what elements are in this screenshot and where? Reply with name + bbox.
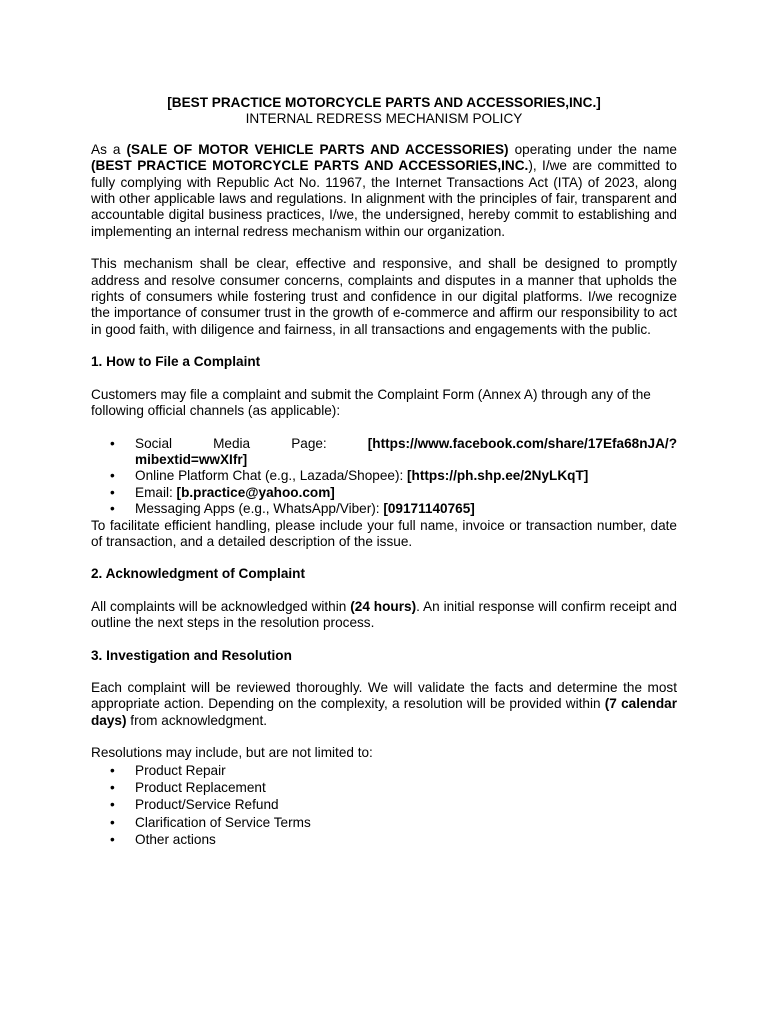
channel-label: Page: <box>291 435 327 451</box>
intro-paragraph-2: This mechanism shall be clear, effective and responsive, and shall be designed to promptly address and resolve consumer concerns, complaints and disputes in a manner that upholds the rights of consumers while fostering trust and confidence in our digital platforms. I/we recognize the importance of consumer trust in the growth of e-commerce and affirm our responsibility to act in good faith, with diligence and fairness, in all transactions and engagements with the public. <box>91 256 677 337</box>
business-name: (BEST PRACTICE MOTORCYCLE PARTS AND ACCESSORIES,INC. <box>91 158 529 174</box>
resolutions-intro: Resolutions may include, but are not limited to: <box>91 745 373 761</box>
channel-messaging <box>91 501 677 517</box>
complaint-details-note: To facilitate efficient handling, please include your full name, invoice or transaction number, date of transaction, and a detailed description of the issue. <box>91 517 677 549</box>
investigation-paragraph <box>91 680 677 729</box>
document-body <box>91 95 677 849</box>
resolution-item <box>91 831 677 848</box>
bullet-icon: • <box>110 814 115 830</box>
resolution-item <box>91 814 677 831</box>
bullet-icon: • <box>110 484 115 500</box>
resolution-item <box>91 796 677 813</box>
resolution-timeframe: (7 calendar days) <box>91 696 677 728</box>
intro-text: As a <box>91 141 127 157</box>
social-media-row <box>135 436 677 452</box>
resolution-label: Product/Service Refund <box>135 797 279 813</box>
phone-number: [09171140765] <box>383 501 475 517</box>
bullet-icon: • <box>110 780 115 795</box>
resolution-label: Product Replacement <box>135 780 266 795</box>
company-name-title: [BEST PRACTICE MOTORCYCLE PARTS AND ACCESSORIES,INC.] <box>167 95 601 110</box>
policy-title: INTERNAL REDRESS MECHANISM POLICY <box>245 111 523 127</box>
facebook-link-continued[interactable]: mibextid=wwXIfr] <box>135 451 248 467</box>
channel-label: Email: <box>135 484 177 500</box>
channel-social-media <box>91 436 677 469</box>
document-title-block <box>91 95 677 128</box>
business-type: (SALE OF MOTOR VEHICLE PARTS AND ACCESSORIES) <box>126 141 509 157</box>
ack-text: . An initial response will confirm receipt and outline the next steps in the resolution process. <box>91 598 677 631</box>
section-heading-file-complaint: 1. How to File a Complaint <box>91 354 261 370</box>
ack-timeframe: (24 hours) <box>350 598 417 614</box>
channel-label: Online Platform Chat (e.g., Lazada/Shopee): <box>135 468 408 484</box>
resolutions-list <box>91 762 677 849</box>
channel-online-chat <box>91 468 677 484</box>
resolution-item <box>91 762 677 779</box>
resolution-label: Clarification of Service Terms <box>135 814 311 830</box>
bullet-icon: • <box>110 797 115 813</box>
ack-text: All complaints will be acknowledged within <box>91 598 351 614</box>
intro-paragraph-1 <box>91 142 677 240</box>
investigation-text: from acknowledgment. <box>126 712 268 728</box>
intro-text: ), I/we are committed to fully complying with Republic Act No. 11967, the Internet Transactions Act (ITA) of 2023, along with other applicable laws and regulations. In alignment with the principles of fair, transparent and accountable digital business practices, I/we, the undersigned, hereby commit to establishing and implementing an internal redress mechanism within our organization. <box>91 158 677 239</box>
section-heading-acknowledgment: 2. Acknowledgment of Complaint <box>91 566 305 582</box>
facebook-link[interactable]: [https://www.facebook.com/share/17Efa68nJA/? <box>367 435 677 451</box>
investigation-text: Each complaint will be reviewed thoroughly. We will validate the facts and determine the most appropriate action. Depending on the complexity, a resolution will be provided within <box>91 679 677 712</box>
email-link[interactable]: [b.practice@yahoo.com] <box>176 484 335 500</box>
channel-label: Messaging Apps (e.g., WhatsApp/Viber): <box>135 501 384 517</box>
channels-intro: Customers may file a complaint and submit the Complaint Form (Annex A) through any of the following official channels (as applicable): <box>91 386 651 419</box>
bullet-icon: • <box>110 435 115 451</box>
channels-list <box>91 436 677 518</box>
resolution-item <box>91 779 677 796</box>
section-heading-investigation: 3. Investigation and Resolution <box>91 647 292 663</box>
bullet-icon: • <box>110 501 115 517</box>
acknowledgment-paragraph <box>91 599 677 632</box>
bullet-icon: • <box>110 468 115 484</box>
channel-email <box>91 485 677 501</box>
resolution-label: Other actions <box>135 832 216 848</box>
channel-label: Social <box>135 435 173 451</box>
intro-text: operating under the name <box>508 141 677 157</box>
channel-label: Media <box>213 435 251 451</box>
shopee-link[interactable]: [https://ph.shp.ee/2NyLKqT] <box>407 468 589 484</box>
resolution-label: Product Repair <box>135 762 226 778</box>
bullet-icon: • <box>110 832 115 848</box>
bullet-icon: • <box>110 762 115 778</box>
